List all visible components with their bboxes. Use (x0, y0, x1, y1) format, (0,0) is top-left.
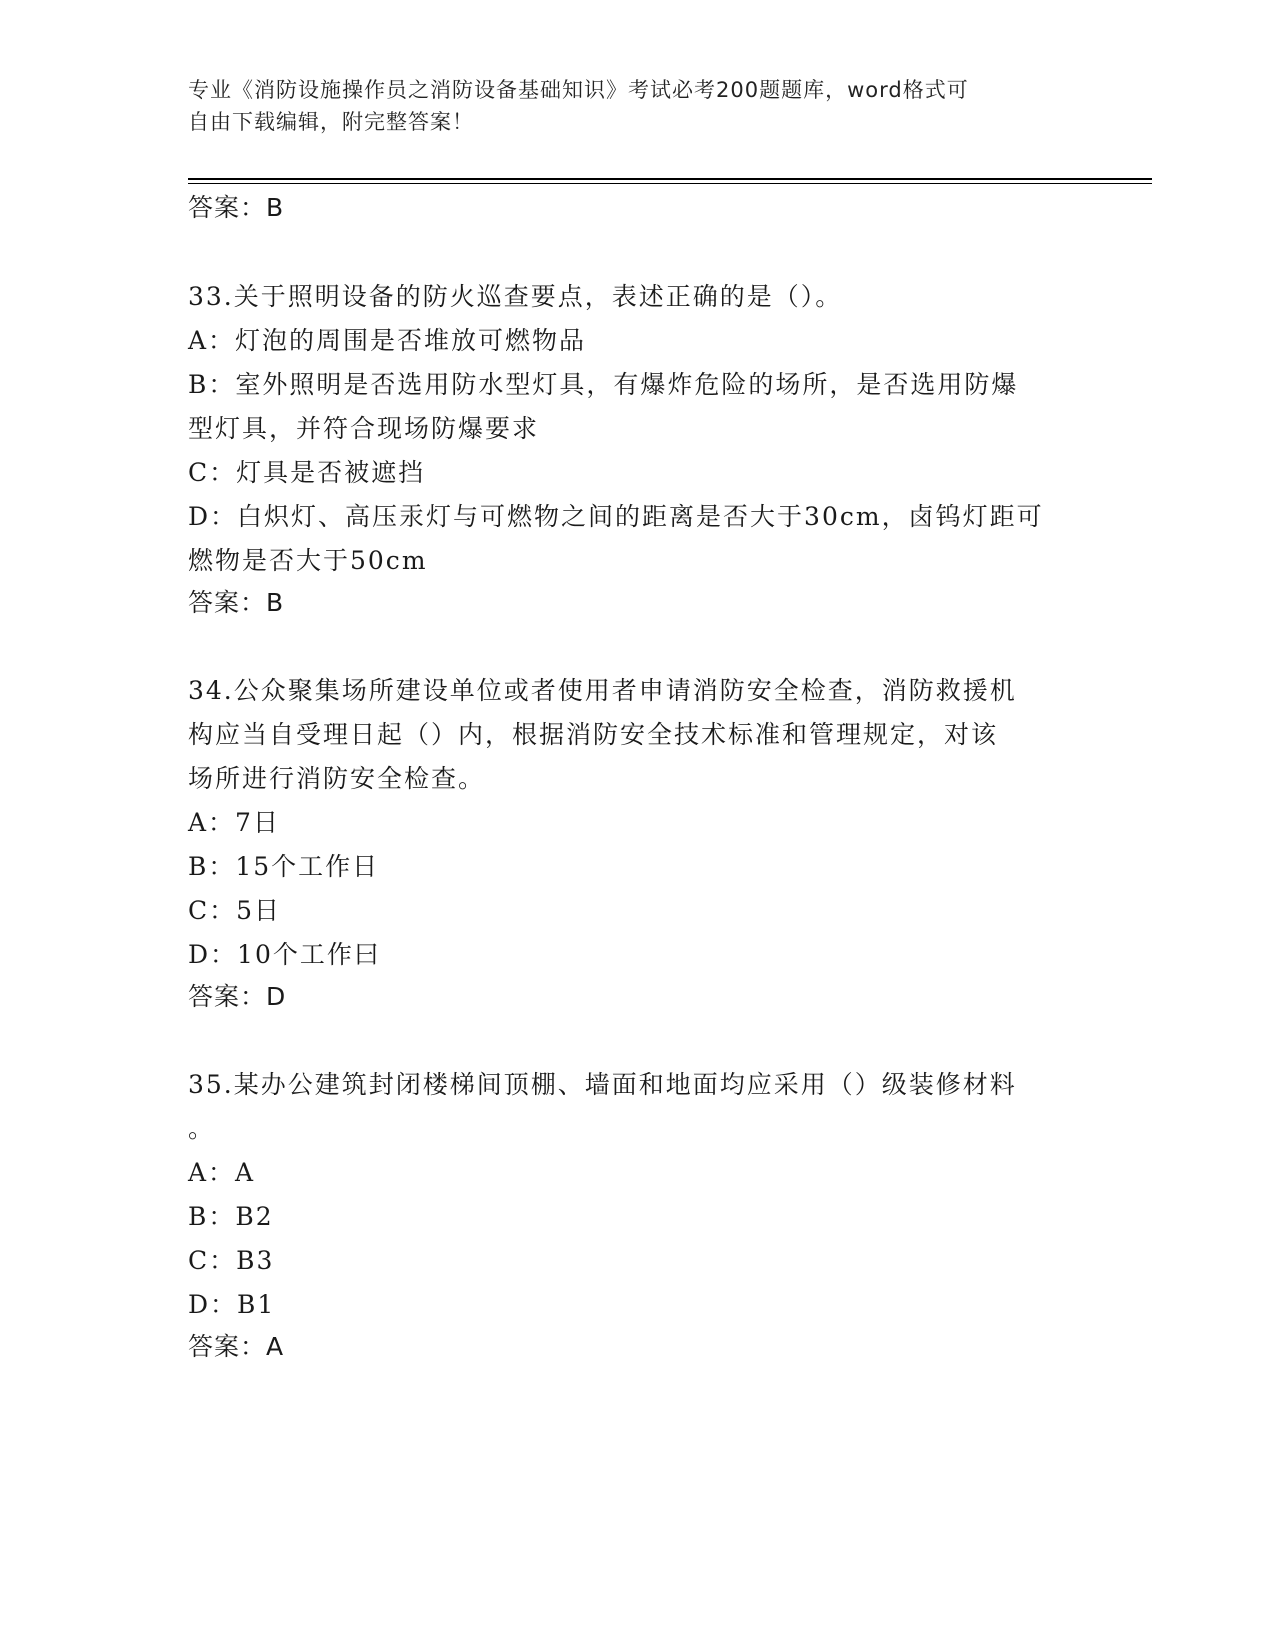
previous-answer: 答案：B (188, 193, 285, 222)
question-33-option-d-line-1: D：白炽灯、高压汞灯与可燃物之间的距离是否大于30cm，卤钨灯距可 (188, 502, 1044, 531)
question-33-option-b-line-2: 型灯具，并符合现场防爆要求 (188, 414, 540, 443)
question-34-stem-line-2: 构应当自受理日起（）内，根据消防安全技术标准和管理规定，对该 (188, 720, 999, 749)
question-33-stem: 33.关于照明设备的防火巡查要点，表述正确的是（）。 (188, 282, 843, 311)
question-33-option-d-line-2: 燃物是否大于50cm (188, 546, 428, 575)
header-rule-thick (188, 178, 1152, 180)
question-35-stem-line-1: 35.某办公建筑封闭楼梯间顶棚、墙面和地面均应采用（）级装修材料 (188, 1070, 1017, 1099)
question-33-option-a: A：灯泡的周围是否堆放可燃物品 (188, 326, 587, 355)
question-35-answer: 答案：A (188, 1332, 285, 1361)
question-34-answer: 答案：D (188, 982, 287, 1011)
question-34-stem-line-3: 场所进行消防安全检查。 (188, 764, 486, 793)
question-34-stem-line-1: 34.公众聚集场所建设单位或者使用者申请消防安全检查，消防救援机 (188, 676, 1017, 705)
question-33-option-c: C：灯具是否被遮挡 (188, 458, 426, 487)
question-35-option-a: A：A (188, 1158, 256, 1187)
question-34-option-c: C：5日 (188, 896, 282, 925)
question-35-option-b: B：B2 (188, 1202, 274, 1231)
header-line-1: 专业《消防设施操作员之消防设备基础知识》考试必考200题题库，word格式可 (188, 78, 969, 102)
question-35-stem-line-2: 。 (188, 1114, 216, 1143)
question-34-option-a: A：7日 (188, 808, 280, 837)
question-35-option-c: C：B3 (188, 1246, 275, 1275)
header-line-2: 自由下载编辑，附完整答案！ (188, 110, 474, 134)
question-34-option-d: D：10个工作曰 (188, 940, 381, 969)
question-33-answer: 答案：B (188, 588, 285, 617)
question-34-option-b: B：15个工作日 (188, 852, 380, 881)
question-33-option-b-line-1: B：室外照明是否选用防水型灯具，有爆炸危险的场所，是否选用防爆 (188, 370, 1019, 399)
page-header (188, 74, 1068, 138)
header-rule-thin (188, 183, 1152, 184)
question-35-option-d: D：B1 (188, 1290, 276, 1319)
